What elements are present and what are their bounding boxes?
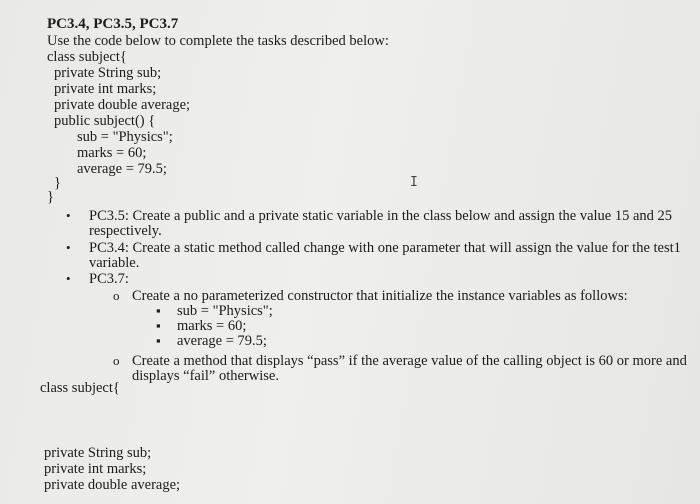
code-class-open: class subject{	[47, 49, 127, 65]
task-sub1-item-marks: marks = 60;	[177, 318, 247, 334]
instruction-text: Use the code below to complete the tasks described below:	[47, 33, 389, 49]
doc-title: PC3.4, PC3.5, PC3.7	[47, 16, 179, 32]
bullet-disc-icon: •	[66, 208, 71, 223]
code2-field-sub: private String sub;	[44, 445, 152, 461]
task-sub1: Create a no parameterized constructor that initialize the instance variables as follows:	[132, 288, 628, 304]
text-cursor-icon: I	[410, 175, 418, 190]
code-field-sub: private String sub;	[54, 65, 162, 81]
code-ctor-open: public subject() {	[54, 113, 156, 129]
code-brace-outer: }	[47, 189, 54, 205]
bullet-circle-icon: o	[113, 288, 120, 303]
task-sub1-item-sub: sub = "Physics";	[177, 303, 273, 319]
bullet-circle-icon: o	[113, 353, 120, 368]
task-pc37: PC3.7:	[89, 271, 129, 287]
bullet-square-icon: ▪	[156, 318, 161, 333]
task-pc34-line2: variable.	[89, 255, 140, 271]
task-pc35-line1: PC3.5: Create a public and a private static variable in the class below and assign the value 15 and 25	[89, 208, 673, 224]
bullet-disc-icon: •	[66, 271, 71, 286]
task-pc35-line2: respectively.	[89, 223, 162, 239]
task-pc34-line1: PC3.4: Create a static method called change with one parameter that will assign the value for the test1	[89, 240, 681, 256]
code-assign-average: average = 79.5;	[77, 161, 167, 177]
code-brace-inner: }	[54, 175, 61, 191]
code2-field-marks: private int marks;	[44, 461, 147, 477]
task-sub2-line2: displays “fail” otherwise.	[132, 368, 279, 384]
code2-class-open: class subject{	[40, 380, 120, 396]
task-sub1-item-average: average = 79.5;	[177, 333, 267, 349]
task-sub2-line1: Create a method that displays “pass” if the average value of the calling object is 60 or more and	[132, 353, 687, 369]
bullet-square-icon: ▪	[156, 303, 161, 318]
code-assign-sub: sub = "Physics";	[77, 129, 173, 145]
code-field-marks: private int marks;	[54, 81, 157, 97]
code2-field-average: private double average;	[44, 477, 181, 493]
code-field-average: private double average;	[54, 97, 191, 113]
bullet-square-icon: ▪	[156, 333, 161, 348]
code-assign-marks: marks = 60;	[77, 145, 147, 161]
bullet-disc-icon: •	[66, 240, 71, 255]
